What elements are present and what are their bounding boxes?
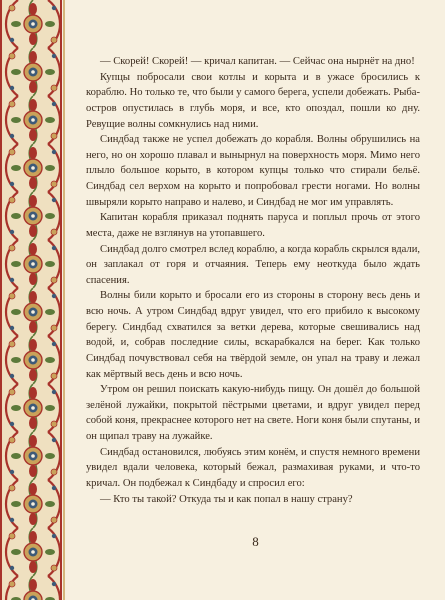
paragraph: Капитан корабля приказал поднять паруса и поплыл прочь от этого места, даже не взглянув на утопавшего. — [86, 212, 420, 239]
paragraph: Купцы побросали свои котлы и корыта и в ужасе бросились к кораблю. Но только те, что были у самого берега, успели добежать. Рыба-остров опустилась в глубь моря, и все, кто опоздал, пошли ко дну. Ревущие волны сомкнулись над ними. — [86, 71, 420, 130]
paragraph: — Кто ты такой? Откуда ты и как попал в нашу страну? — [100, 493, 353, 505]
paragraph: — Скорей! Скорей! — кричал капитан. — Сейчас она нырнёт на дно! — [100, 56, 415, 67]
page-number: 8 — [252, 534, 259, 549]
paragraph: Синдбад остановился, любуясь этим конём, и спустя немного времени увидел вдали человека, который бежал, размахивая руками, и что-то кричал. Он подбежал к Синдбаду и спросил его: — [86, 446, 420, 489]
paragraph: Синдбад также не успел добежать до корабля. Волны обрушились на него, но он хорошо плавал и вынырнул на поверхность моря. Мимо него плыло большое корыто, в котором купцы только что стирали бельё. Синдбад сел верхом на корыто и попробовал грести ногами. Но волны швыряли корыто направо и налево, и Синдбад не мог им управлять. — [86, 134, 420, 208]
ornamental-border — [0, 0, 66, 600]
paragraph: Утром он решил поискать какую-нибудь пищу. Он дошёл до большой зелёной лужайки, покрытой пёстрыми цветами, и вдруг увидел перед собой коня, прекраснее которого нет на свете. Ноги коня были спутаны, и он щипал траву на лужайке. — [86, 384, 420, 442]
paragraph: Волны били корыто и бросали его из стороны в сторону весь день и всю ночь. А утром Синдбад вдруг увидел, что его прибило к высокому берегу. Синдбад схватился за ветки дерева, которые свешивались над водой, и, собрав последние силы, вскарабкался на берег. Как только Синдбад почувствовал себя на твёрдой земле, он упал на траву и лежал как мёртвый весь день и всю ночь. — [86, 290, 420, 380]
paragraph: Синдбад долго смотрел вслед кораблю, а когда корабль скрылся вдали, он заплакал от горя и отчаяния. Теперь ему неоткуда было ждать спасения. — [86, 243, 421, 286]
story-text — [86, 54, 420, 507]
